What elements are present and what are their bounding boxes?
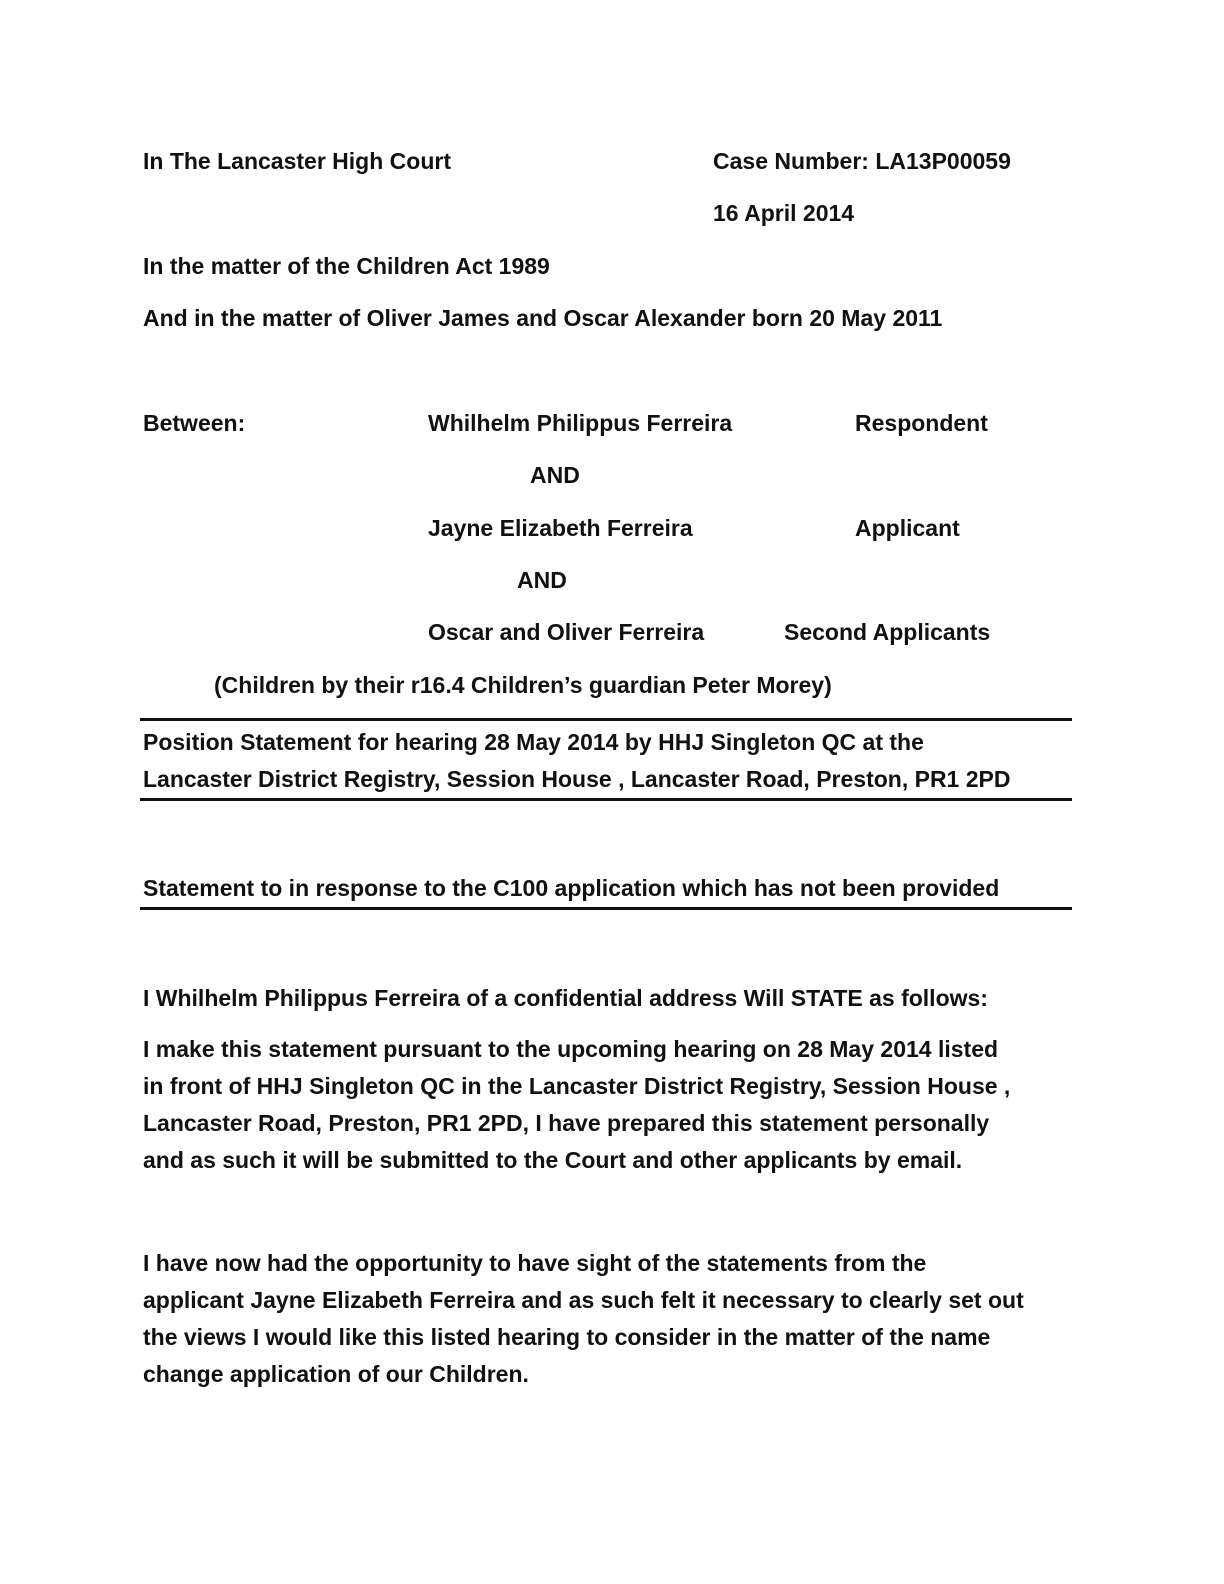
respondent-role: Respondent	[855, 410, 988, 436]
guardian-note: (Children by their r16.4 Children’s guardian Peter Morey)	[214, 672, 832, 698]
position-statement-line-1: Position Statement for hearing 28 May 2014 by HHJ Singleton QC at the	[143, 729, 924, 755]
applicant-role: Applicant	[855, 515, 960, 541]
and-separator-1: AND	[530, 462, 580, 488]
case-number: Case Number: LA13P00059	[713, 148, 1011, 174]
statement-heading: Statement to in response to the C100 application which has not been provided	[143, 875, 1000, 901]
paragraph-1-line: Lancaster Road, Preston, PR1 2PD, I have prepared this statement personally	[143, 1110, 990, 1136]
between-label: Between:	[143, 410, 246, 436]
position-statement-line-2: Lancaster District Registry, Session House , Lancaster Road, Preston, PR1 2PD	[143, 766, 1011, 792]
divider-bottom	[140, 907, 1072, 910]
document-date: 16 April 2014	[713, 200, 855, 226]
divider-middle	[140, 798, 1072, 801]
paragraph-1	[143, 1031, 1073, 1179]
and-separator-2: AND	[517, 567, 567, 593]
intro-line: I Whilhelm Philippus Ferreira of a confidential address Will STATE as follows:	[143, 985, 988, 1011]
paragraph-1-line: and as such it will be submitted to the Court and other applicants by email.	[143, 1147, 963, 1173]
paragraph-2-line: the views I would like this listed hearing to consider in the matter of the name	[143, 1324, 991, 1350]
applicant-name: Jayne Elizabeth Ferreira	[428, 515, 693, 541]
second-applicants-name: Oscar and Oliver Ferreira	[428, 619, 705, 645]
paragraph-1-line: I make this statement pursuant to the upcoming hearing on 28 May 2014 listed	[143, 1036, 999, 1062]
paragraph-2-line: applicant Jayne Elizabeth Ferreira and as such felt it necessary to clearly set out	[143, 1287, 1024, 1313]
second-applicants-role: Second Applicants	[784, 619, 991, 645]
paragraph-2-line: change application of our Children.	[143, 1361, 529, 1387]
court-name: In The Lancaster High Court	[143, 148, 451, 174]
divider-top	[140, 718, 1072, 721]
paragraph-1-line: in front of HHJ Singleton QC in the Lancaster District Registry, Session House ,	[143, 1073, 1011, 1099]
paragraph-2-line: I have now had the opportunity to have sight of the statements from the	[143, 1250, 927, 1276]
respondent-name: Whilhelm Philippus Ferreira	[428, 410, 733, 436]
matter-act: In the matter of the Children Act 1989	[143, 253, 550, 279]
matter-children: And in the matter of Oliver James and Oscar Alexander born 20 May 2011	[143, 305, 943, 331]
paragraph-2	[143, 1245, 1073, 1393]
